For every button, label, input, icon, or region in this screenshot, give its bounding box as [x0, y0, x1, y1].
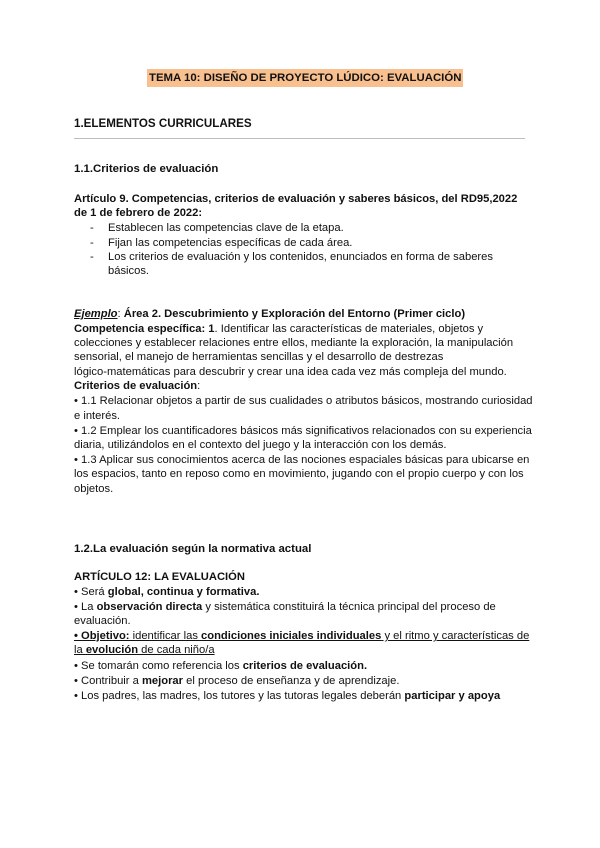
competencia-text: . Identificar las características de materiales, objetos y — [214, 323, 484, 335]
text-run: y el ritmo y características de — [381, 630, 530, 642]
text-run: • La — [74, 601, 97, 613]
criterios-label: Criterios de evaluación — [74, 380, 198, 392]
evaluacion-line — [74, 674, 399, 688]
criterio-line: e interés. — [74, 410, 121, 422]
subsection-heading-criterios: 1.1.Criterios de evaluación — [74, 163, 219, 175]
divider — [74, 138, 525, 139]
competencia-text-line: lógico-matemáticas para descubrir y crear una idea cada vez más compleja del mundo. — [74, 366, 507, 378]
objetivo-label: • Objetivo: — [74, 630, 130, 642]
ejemplo-area: Área 2. Descubrimiento y Exploración del Entorno (Primer ciclo) — [120, 308, 466, 320]
text-run-bold: criterios de evaluación. — [242, 660, 368, 672]
text-run-bold: mejorar — [141, 675, 184, 687]
text-run: y sistemática constituirá la técnica principal del proceso de — [202, 601, 496, 613]
text-run-bold: observación directa — [96, 601, 203, 613]
criterio-line: objetos. — [74, 483, 114, 495]
text-run: identificar las — [129, 630, 202, 642]
criterios-heading — [74, 379, 200, 393]
criterio-line: • 1.3 Aplicar sus conocimientos acerca de las nociones espaciales básicas para ubicarse en — [74, 454, 530, 466]
list-item: Establecen las competencias clave de la etapa. — [108, 222, 344, 234]
text-run: el proceso de enseñanza y de aprendizaje. — [183, 675, 400, 687]
ejemplo-colon: : — [117, 308, 121, 320]
text-run-bold: condiciones iniciales individuales — [201, 630, 382, 642]
objetivo-line — [74, 643, 215, 657]
ejemplo-label: Ejemplo — [74, 308, 118, 320]
evaluacion-line — [74, 659, 367, 673]
list-dash: - — [90, 237, 94, 249]
competencia-label: Competencia específica: 1 — [74, 323, 215, 335]
text-run-bold: participar y apoya — [404, 690, 501, 702]
competencia-text-line: sensorial, el manejo de herramientas sencillas y el desarrollo de destrezas — [74, 351, 444, 363]
criterio-line: diaria, utilizándolos en el contexto del juego y la interacción con los demás. — [74, 439, 447, 451]
list-dash: - — [90, 222, 94, 234]
articulo-12-heading: ARTÍCULO 12: LA EVALUACIÓN — [74, 571, 245, 583]
text-run-bold: evolución — [85, 644, 139, 656]
list-dash: - — [90, 251, 94, 263]
list-item-continuation: básicos. — [108, 265, 150, 277]
text-run: la — [74, 644, 86, 656]
criterio-line: • 1.2 Emplear los cuantificadores básicos más significativos relacionados con su experiencia — [74, 425, 532, 437]
objetivo-line — [74, 629, 529, 643]
list-item: Fijan las competencias específicas de cada área. — [108, 237, 353, 249]
criterio-line: • 1.1 Relacionar objetos a partir de sus cualidades o atributos básicos, mostrando curiosidad — [74, 395, 533, 407]
text-run: de cada niño/a — [138, 644, 215, 656]
text-run: • Los padres, las madres, los tutores y las tutoras legales deberán — [74, 690, 405, 702]
page-title: TEMA 10: DISEÑO DE PROYECTO LÚDICO: EVALUACIÓN — [147, 69, 463, 87]
subsection-heading-normativa: 1.2.La evaluación según la normativa actual — [74, 543, 312, 555]
list-item: Los criterios de evaluación y los contenidos, enunciados en forma de saberes — [108, 251, 493, 263]
evaluacion-line — [74, 585, 259, 599]
section-heading-elementos: 1.ELEMENTOS CURRICULARES — [74, 117, 252, 130]
criterios-colon: : — [197, 380, 201, 392]
competencia-text-line: colecciones y establecer relaciones entre ellos, mediante la exploración, la manipulación — [74, 337, 514, 349]
text-run: • Se tomarán como referencia los — [74, 660, 243, 672]
criterio-line: los espacios, tanto en reposo como en movimiento, jugando con el propio cuerpo y con los — [74, 468, 524, 480]
text-run: • Contribuir a — [74, 675, 142, 687]
articulo-9-line-2: de 1 de febrero de 2022: — [74, 207, 203, 219]
ejemplo-heading — [74, 307, 465, 321]
text-run-bold: global, continua y formativa. — [107, 586, 260, 598]
articulo-9-line-1: Artículo 9. Competencias, criterios de evaluación y saberes básicos, del RD95,2022 — [74, 193, 518, 205]
evaluacion-line — [74, 600, 496, 614]
text-run: • Será — [74, 586, 108, 598]
evaluacion-line — [74, 689, 500, 703]
evaluacion-line: evaluación. — [74, 615, 131, 627]
competencia-line — [74, 322, 483, 336]
